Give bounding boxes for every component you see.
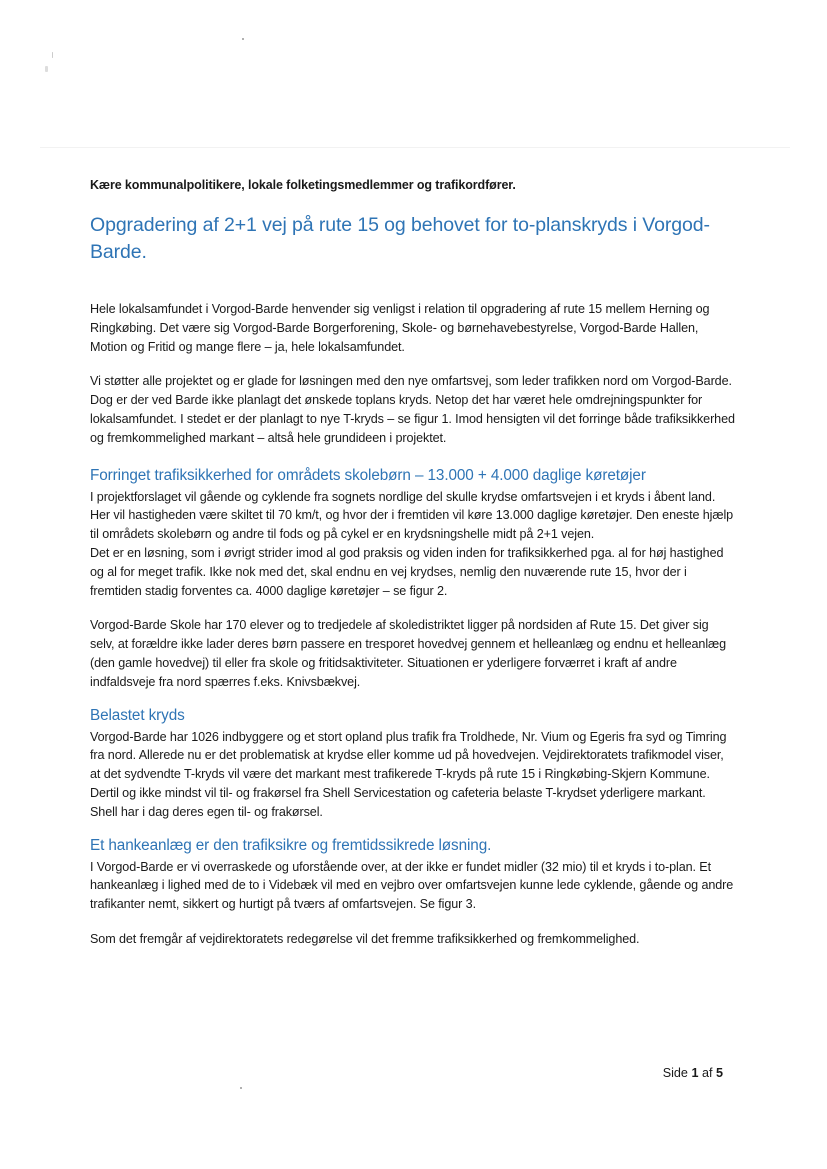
letter-body [90,178,735,965]
page-title: Opgradering af 2+1 vej på rute 15 og behovet for to-planskryds i Vorgod-Barde. [90,214,710,263]
section-heading-solution: Et hankeanlæg er den trafiksikre og fremtidssikrede løsning. [90,836,492,854]
section-heading-safety: Forringet trafiksikkerhed for områdets skolebørn – 13.000 + 4.000 daglige køretøjer [90,466,646,484]
scan-speck [242,38,244,40]
page-number-total: 5 [715,1066,723,1080]
salutation: Kære kommunalpolitikere, lokale folketingsmedlemmer og trafikordfører. [90,178,516,192]
page-number-prefix: Side [662,1066,692,1080]
scan-speck [52,52,53,58]
section-heading-junction: Belastet kryds [90,706,185,724]
solution-paragraph-2: Som det fremgår af vejdirektoratets redegørelse vil det fremme trafiksikkerhed og fremkommelighed. [90,931,640,946]
scan-speck [45,66,48,72]
solution-paragraph-1: I Vorgod-Barde er vi overraskede og uforstående over, at der ikke er fundet midler (32 mio) til et kryds i to-plan. Et hankeanlæg i lighed med de to i Videbæk vil med en vejbro over omfartsvejen kunne lede cyklende, gående og andre trafikanter nemt, sikkert og hurtigt på tværs af omfartsvejen. Se figur 3. [90,859,734,912]
scan-artifact-line [40,147,790,148]
page-number [663,1066,723,1080]
safety-paragraph-2: Det er en løsning, som i øvrigt strider imod al god praksis og viden inden for trafiksikkerhed pga. al for høj hastighed og al for meget trafik. Ikke nok med det, skal endnu en vej krydses, nemlig den nuværende rute 15, hvor der i fremtiden stadig forventes ca. 4000 daglige køretøjer – se figur 2. [90,545,724,598]
scan-speck [240,1087,242,1089]
page-number-separator: af [698,1066,716,1080]
page-number-current: 1 [691,1066,699,1080]
intro-paragraph: Hele lokalsamfundet i Vorgod-Barde henvender sig venligst i relation til opgradering af rute 15 mellem Herning og Ringkøbing. Det være sig Vorgod-Barde Borgerforening, Skole- og børnehavebestyrelse, Vorgod-Barde Hallen, Motion og Fritid og mange flere – ja, hele lokalsamfundet. [90,302,710,354]
support-paragraph: Vi støtter alle projektet og er glade for løsningen med den nye omfartsvej, som leder trafikken nord om Vorgod-Barde. Dog er der ved Barde ikke planlagt det ønskede toplans kryds. Netop det har været hele omdrejningspunkter for lokalsamfundet. I stedet er der planlagt to nye T-kryds – se figur 1. Imod hensigten vil det forringe både trafiksikkerhed og fremkommelighed markant – altså hele grundideen i projektet. [90,374,735,445]
junction-paragraph: Vorgod-Barde har 1026 indbyggere og et stort opland plus trafik fra Troldhede, Nr. Vium og Egeris fra syd og Timring fra nord. Allerede nu er det problematisk at krydse eller komme ud på hovedvejen. Vejdirektoratets trafikmodel viser, at det sydvendte T-kryds vil være det markant mest trafikerede T-kryds på rute 15 i Ringkøbing-Skjern Kommune. Dertil og ikke mindst vil til- og frakørsel fra Shell Servicestation og cafeteria belaste T-krydset yderligere markant. Shell har i dag deres egen til- og frakørsel. [90,729,727,819]
safety-paragraph-1: I projektforslaget vil gående og cyklende fra sognets nordlige del skulle krydse omfartsvejen i et kryds i åbent land. Her vil hastigheden være skiltet til 70 km/t, og hvor der i fremtiden vil køre 13.000 daglige køretøjer. Den eneste hjælp til områdets skolebørn og andre til fods og på cykel er en krydsningshelle midt på 2+1 vejen. [90,489,734,542]
safety-paragraph-3: Vorgod-Barde Skole har 170 elever og to tredjedele af skoledistriktet ligger på nordsiden af Rute 15. Det giver sig selv, at forældre ikke lader deres børn passere en tresporet hovedvej gennem et helleanlæg og endnu et helleanlæg (den gamle hovedvej) til eller fra skole og fritidsaktiviteter. Situationen er yderligere forværret i kraft af andre indfaldsveje fra nord spærres f.eks. Knivsbækvej. [90,618,727,689]
